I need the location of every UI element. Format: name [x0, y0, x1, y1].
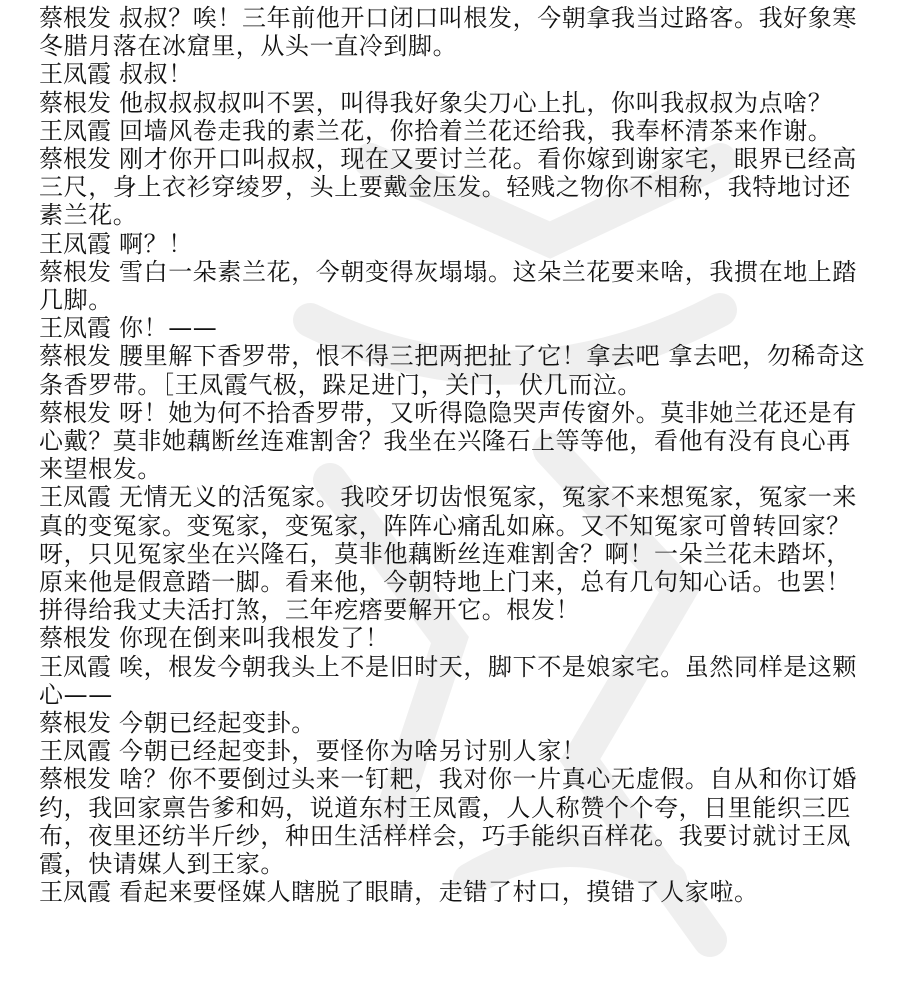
- dialogue-line: [39, 60, 875, 88]
- dialogue-line: [39, 483, 875, 624]
- dialogue-line: [39, 765, 875, 878]
- speaker-name: 王凤霞: [39, 737, 111, 766]
- dialogue-text: 你！——: [119, 314, 218, 343]
- speaker-name: 王凤霞: [39, 652, 111, 681]
- dialogue-line: [39, 342, 875, 398]
- dialogue-text: 回墙风卷走我的素兰花，你拾着兰花还给我，我奉杯清茶来作谢。: [119, 116, 833, 145]
- speaker-name: 蔡根发: [39, 765, 111, 794]
- dialogue-text: 叔叔！: [119, 60, 193, 89]
- speaker-name: 蔡根发: [39, 145, 111, 174]
- speaker-name: 蔡根发: [39, 88, 111, 117]
- dialogue-text: 看起来要怪媒人瞎脱了眼睛，走错了村口，摸错了人家啦。: [119, 878, 759, 907]
- dialogue-text: 雪白一朵素兰花，今朝变得灰塌塌。这朵兰花要来啥，我掼在地上踏几脚。: [39, 257, 857, 315]
- dialogue-line: [39, 737, 875, 765]
- speaker-name: 王凤霞: [39, 229, 111, 258]
- dialogue-line: [39, 878, 875, 906]
- speaker-name: 王凤霞: [39, 878, 111, 907]
- dialogue-line: [39, 145, 875, 230]
- dialogue-text: 刚才你开口叫叔叔，现在又要讨兰花。看你嫁到谢家宅，眼界已经高三尺，身上衣衫穿绫罗，头上要戴金压发。轻贱之物你不相称，我特地讨还素兰花。: [39, 145, 857, 230]
- dialogue-line: [39, 624, 875, 652]
- dialogue-text: 今朝已经起变卦，要怪你为啥另讨别人家！: [119, 737, 587, 766]
- speaker-name: 王凤霞: [39, 483, 111, 512]
- speaker-name: 蔡根发: [39, 4, 111, 32]
- speaker-name: 王凤霞: [39, 60, 111, 89]
- dialogue-line: [39, 709, 875, 737]
- dialogue-text: 腰里解下香罗带，恨不得三把两把扯了它！拿去吧 拿去吧，勿稀奇这条香罗带。［王凤霞气极，跺足进门，关门，伏几而泣。: [39, 342, 866, 399]
- speaker-name: 蔡根发: [39, 257, 111, 286]
- dialogue-text: 他叔叔叔叔叫不罢，叫得我好象尖刀心上扎，你叫我叔叔为点啥？: [119, 88, 833, 117]
- speaker-name: 王凤霞: [39, 116, 111, 145]
- speaker-name: 蔡根发: [39, 342, 111, 371]
- speaker-name: 王凤霞: [39, 314, 111, 343]
- dialogue-line: [39, 4, 875, 60]
- dialogue-line: [39, 653, 875, 709]
- speaker-name: 蔡根发: [39, 398, 111, 427]
- dialogue-text: 啊？！: [119, 229, 193, 258]
- dialogue-line: [39, 89, 875, 117]
- dialogue-text: 无情无义的活冤家。我咬牙切齿恨冤家，冤家不来想冤家，冤家一来真的变冤家。变冤家，变冤家，阵阵心痛乱如麻。又不知冤家可曾转回家？呀，只见冤家坐在兴隆石，莫非他藕断丝连难割舍？啊！一朵兰花未踏坏，原来他是假意踏一脚。看来他，今朝特地上门来，总有几句知心话。也罢！拼得给我丈夫活打煞，三年疙瘩要解开它。根发！: [39, 483, 857, 625]
- dialogue-line: [39, 314, 875, 342]
- dialogue-text: 啥？你不要倒过头来一钉耙，我对你一片真心无虚假。自从和你订婚约，我回家禀告爹和妈，说道东村王凤霞，人人称赞个个夸，日里能织三匹布，夜里还纺半斤纱，种田生活样样会，巧手能织百样花。我要讨就讨王凤霞，快请媒人到王家。: [39, 765, 857, 879]
- dialogue-text: 你现在倒来叫我根发了！: [119, 624, 390, 653]
- dialogue-text: 唉，根发今朝我头上不是旧时天，脚下不是娘家宅。虽然同样是这颗心——: [39, 652, 857, 709]
- script-text: [39, 4, 875, 907]
- dialogue-line: [39, 117, 875, 145]
- dialogue-text: 今朝已经起变卦。: [119, 709, 316, 738]
- speaker-name: 蔡根发: [39, 624, 111, 653]
- speaker-name: 蔡根发: [39, 709, 111, 738]
- dialogue-text: 叔叔？唉！三年前他开口闭口叫根发，今朝拿我当过路客。我好象寒冬腊月落在冰窟里，从头一直冷到脚。: [39, 4, 857, 61]
- dialogue-line: [39, 399, 875, 484]
- dialogue-text: 呀！她为何不拾香罗带，又听得隐隐哭声传窗外。莫非她兰花还是有心戴？莫非她藕断丝连难割舍？我坐在兴隆石上等等他，看他有没有良心再来望根发。: [39, 398, 857, 484]
- dialogue-line: [39, 258, 875, 314]
- dialogue-line: [39, 230, 875, 258]
